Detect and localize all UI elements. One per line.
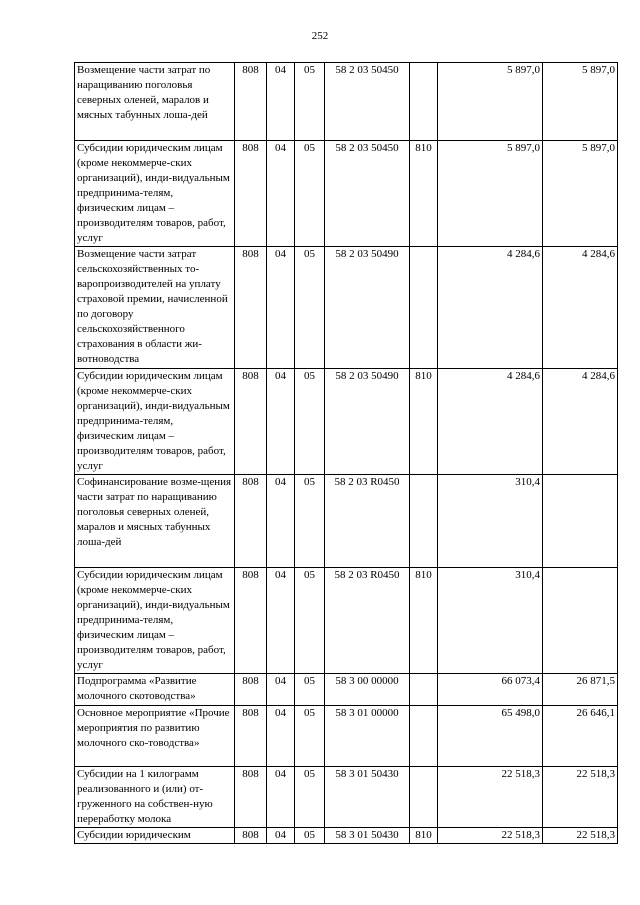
section-code: 04 <box>267 568 295 674</box>
section-code: 04 <box>267 63 295 141</box>
subsection-code: 05 <box>295 706 325 767</box>
item-name: Подпрограмма «Развитие молочного скотоводства» <box>75 674 235 706</box>
ministry-code: 808 <box>235 141 267 247</box>
item-name: Возмещение части затрат по наращиванию поголовья северных оленей, маралов и мясных табунных лоша-дей <box>75 63 235 141</box>
amount-1: 5 897,0 <box>438 63 543 141</box>
table-row <box>75 828 618 844</box>
subsection-code: 05 <box>295 767 325 828</box>
target-article: 58 2 03 R0450 <box>325 568 410 674</box>
target-article: 58 3 01 50430 <box>325 767 410 828</box>
ministry-code: 808 <box>235 828 267 844</box>
subsection-code: 05 <box>295 475 325 568</box>
amount-1: 310,4 <box>438 568 543 674</box>
table-row <box>75 767 618 828</box>
amount-2: 26 871,5 <box>543 674 618 706</box>
ministry-code: 808 <box>235 369 267 475</box>
amount-2 <box>543 568 618 674</box>
section-code: 04 <box>267 475 295 568</box>
section-code: 04 <box>267 828 295 844</box>
section-code: 04 <box>267 767 295 828</box>
target-article: 58 2 03 50450 <box>325 63 410 141</box>
ministry-code: 808 <box>235 568 267 674</box>
expense-type <box>410 475 438 568</box>
table-row <box>75 247 618 369</box>
amount-2: 22 518,3 <box>543 828 618 844</box>
target-article: 58 2 03 50450 <box>325 141 410 247</box>
subsection-code: 05 <box>295 568 325 674</box>
expense-type <box>410 767 438 828</box>
target-article: 58 3 00 00000 <box>325 674 410 706</box>
expense-type <box>410 63 438 141</box>
budget-table <box>74 62 618 844</box>
item-name: Субсидии юридическим лицам (кроме некоммерче-ских организаций), инди-видуальным предпринима-телям, физическим лицам – производителям товаров, работ, услуг <box>75 369 235 475</box>
ministry-code: 808 <box>235 63 267 141</box>
amount-1: 5 897,0 <box>438 141 543 247</box>
item-name: Возмещение части затрат сельскохозяйственных то-варопроизводителей на уплату страховой премии, начисленной по договору сельскохозяйственного страхования в области жи-вотноводства <box>75 247 235 369</box>
expense-type: 810 <box>410 568 438 674</box>
amount-2: 26 646,1 <box>543 706 618 767</box>
subsection-code: 05 <box>295 828 325 844</box>
subsection-code: 05 <box>295 141 325 247</box>
subsection-code: 05 <box>295 369 325 475</box>
subsection-code: 05 <box>295 674 325 706</box>
amount-2: 5 897,0 <box>543 63 618 141</box>
item-name: Субсидии юридическим <box>75 828 235 844</box>
section-code: 04 <box>267 706 295 767</box>
ministry-code: 808 <box>235 674 267 706</box>
amount-1: 22 518,3 <box>438 828 543 844</box>
amount-2: 4 284,6 <box>543 369 618 475</box>
amount-2: 5 897,0 <box>543 141 618 247</box>
amount-1: 310,4 <box>438 475 543 568</box>
section-code: 04 <box>267 674 295 706</box>
item-name: Субсидии юридическим лицам (кроме некоммерче-ских организаций), инди-видуальным предпринима-телям, физическим лицам – производителям товаров, работ, услуг <box>75 568 235 674</box>
table-row <box>75 475 618 568</box>
amount-1: 66 073,4 <box>438 674 543 706</box>
expense-type <box>410 247 438 369</box>
amount-1: 4 284,6 <box>438 369 543 475</box>
section-code: 04 <box>267 247 295 369</box>
section-code: 04 <box>267 369 295 475</box>
amount-1: 4 284,6 <box>438 247 543 369</box>
table-row <box>75 568 618 674</box>
table-row <box>75 63 618 141</box>
table-row <box>75 141 618 247</box>
target-article: 58 3 01 50430 <box>325 828 410 844</box>
item-name: Субсидии юридическим лицам (кроме некоммерче-ских организаций), инди-видуальным предпринима-телям, физическим лицам – производителям товаров, работ, услуг <box>75 141 235 247</box>
target-article: 58 3 01 00000 <box>325 706 410 767</box>
expense-type <box>410 706 438 767</box>
amount-2: 22 518,3 <box>543 767 618 828</box>
target-article: 58 2 03 R0450 <box>325 475 410 568</box>
amount-1: 65 498,0 <box>438 706 543 767</box>
expense-type: 810 <box>410 369 438 475</box>
ministry-code: 808 <box>235 767 267 828</box>
table-row <box>75 369 618 475</box>
amount-2 <box>543 475 618 568</box>
amount-2: 4 284,6 <box>543 247 618 369</box>
ministry-code: 808 <box>235 475 267 568</box>
ministry-code: 808 <box>235 247 267 369</box>
expense-type: 810 <box>410 141 438 247</box>
expense-type: 810 <box>410 828 438 844</box>
target-article: 58 2 03 50490 <box>325 247 410 369</box>
page-number: 252 <box>311 30 329 42</box>
item-name: Софинансирование возме-щения части затрат по наращиванию поголовья северных оленей, маралов и мясных табунных лоша-дей <box>75 475 235 568</box>
subsection-code: 05 <box>295 63 325 141</box>
ministry-code: 808 <box>235 706 267 767</box>
table-row <box>75 706 618 767</box>
amount-1: 22 518,3 <box>438 767 543 828</box>
target-article: 58 2 03 50490 <box>325 369 410 475</box>
expense-type <box>410 674 438 706</box>
table-row <box>75 674 618 706</box>
item-name: Основное мероприятие «Прочие мероприятия по развитию молочного ско-товодства» <box>75 706 235 767</box>
item-name: Субсидии на 1 килограмм реализованного и (или) от-груженного на собствен-ную переработку молока <box>75 767 235 828</box>
section-code: 04 <box>267 141 295 247</box>
subsection-code: 05 <box>295 247 325 369</box>
